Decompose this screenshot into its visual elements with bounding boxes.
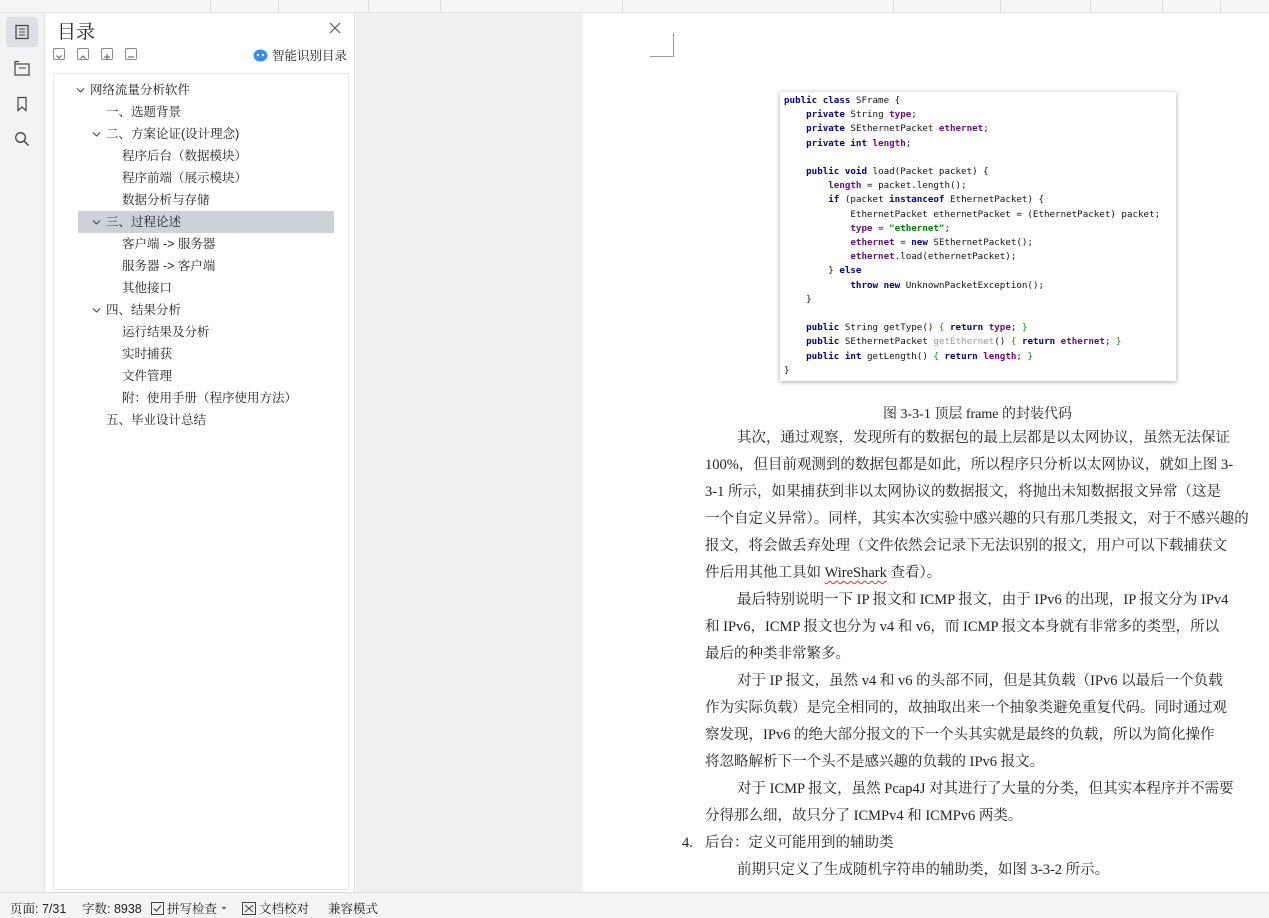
code-line: length = packet.length(); — [828, 180, 967, 192]
close-icon[interactable] — [328, 21, 342, 35]
list-number: 4. — [682, 835, 693, 851]
toc-item[interactable] — [78, 255, 334, 277]
smart-toc-icon — [253, 49, 268, 62]
compat-mode[interactable]: 兼容模式 — [328, 902, 379, 916]
expand-up-icon[interactable] — [77, 48, 89, 60]
toc-item[interactable] — [78, 233, 334, 255]
code-line: ethernet.load(ethernetPacket); — [850, 251, 1017, 263]
toc-item-label: 运行结果及分析 — [122, 325, 210, 339]
toc-item-label: 数据分析与存储 — [122, 193, 210, 207]
document-text-line — [705, 452, 1233, 479]
toc-item-label: 其他接口 — [122, 281, 173, 295]
proofread-button[interactable] — [242, 899, 309, 917]
navigation-pane-icon[interactable] — [6, 53, 38, 83]
chevron-down-icon[interactable] — [92, 130, 101, 139]
toc-item[interactable] — [78, 211, 334, 233]
code-line: } — [784, 293, 812, 305]
document-text-line — [705, 722, 1215, 749]
code-line: } else — [784, 265, 862, 277]
proofread-label: 文档校对 — [259, 902, 310, 916]
side-rail — [0, 13, 45, 892]
document-text-line — [705, 533, 1227, 560]
figure-caption: 图 3-3-1 顶层 frame 的封装代码 — [883, 407, 1072, 422]
toc-item-label: 三、过程论述 — [106, 215, 182, 229]
document-text-line — [737, 425, 1230, 452]
toc-item-label: 四、结果分析 — [106, 303, 182, 317]
toc-item-label: 实时捕获 — [122, 347, 173, 361]
code-line: type = "ethernet"; — [850, 222, 951, 234]
smart-toc-label: 智能识别目录 — [272, 49, 348, 63]
document-text-line — [737, 776, 1234, 803]
toc-item[interactable] — [78, 145, 334, 167]
toc-item[interactable] — [78, 321, 334, 343]
spellcheck-button[interactable] — [151, 899, 228, 917]
status-bar — [0, 892, 1269, 918]
text-line-content: 最后的种类非常繁多。 — [705, 646, 850, 662]
document-text-line — [737, 587, 1228, 614]
toc-item[interactable] — [78, 299, 334, 321]
code-line: public String getType() { return type; } — [806, 322, 1028, 334]
document-page[interactable] — [583, 13, 1269, 892]
page-gutter — [356, 13, 583, 892]
chevron-down-icon[interactable] — [92, 218, 101, 227]
code-line: private int length; — [806, 137, 912, 149]
toc-item[interactable] — [78, 167, 334, 189]
checkbox-icon — [151, 902, 164, 915]
document-text-line — [705, 749, 1044, 776]
collapse-all-icon[interactable] — [53, 48, 65, 60]
text-line-content: 和 IPv6，ICMP 报文也分为 v4 和 v6，而 ICMP 报文本身就有非常多的类型，所以 — [705, 619, 1220, 635]
toc-item[interactable] — [78, 409, 334, 431]
code-line: } — [784, 364, 790, 376]
search-icon[interactable] — [6, 124, 38, 154]
code-screenshot[interactable] — [780, 92, 1176, 381]
code-line: private SEthernetPacket ethernet; — [806, 123, 989, 135]
code-line: private String type; — [806, 109, 917, 121]
document-text-line — [705, 479, 1221, 506]
document-text-line — [737, 668, 1223, 695]
document-text-line — [705, 695, 1227, 722]
text-line-content: 对于 ICMP 报文，虽然 Pcap4J 对其进行了大量的分类，但其实本程序并不需要 — [737, 781, 1234, 797]
document-text-line — [705, 803, 1022, 830]
text-line-content: 100%，但目前观测到的数据包都是如此，所以程序只分析以太网协议，就如上图 3- — [705, 457, 1234, 473]
toc-item-label: 二、方案论证(设计理念) — [106, 127, 240, 141]
text-line-content: 一个自定义异常）。同样，其实本次实验中感兴趣的只有那几类报文，对于不感兴趣的 — [705, 511, 1249, 527]
toc-item[interactable] — [78, 387, 334, 409]
text-line-content: 报文，将会做丢弃处理（文件依然会记录下无法识别的报文，用户可以下载捕获文 — [705, 538, 1227, 554]
proofread-icon — [242, 902, 256, 915]
document-text-line — [705, 830, 894, 857]
text-line-tail: 查看）。 — [886, 565, 942, 581]
toc-icon[interactable] — [6, 17, 38, 47]
top-toolbar-strip — [0, 0, 1269, 13]
bookmark-icon[interactable] — [6, 89, 38, 119]
dropdown-arrow-icon — [220, 904, 228, 912]
toc-item-label: 程序后台（数据模块） — [122, 149, 248, 163]
toc-item-label: 附：使用手册（程序使用方法） — [122, 391, 298, 405]
code-line: ethernet = new SEthernetPacket(); — [850, 237, 1033, 248]
toc-item-label: 一、选题背景 — [106, 105, 182, 119]
toc-item[interactable] — [78, 123, 334, 145]
toc-item[interactable] — [78, 189, 334, 211]
misspelled-word[interactable]: WireShark — [824, 565, 887, 581]
document-text-line — [705, 560, 941, 587]
code-line: public class SFrame { — [784, 95, 901, 106]
smart-toc-button[interactable] — [253, 46, 347, 64]
document-text-line — [705, 506, 1249, 533]
remove-heading-icon[interactable] — [125, 48, 137, 60]
code-line: if (packet instanceof EthernetPacket) { — [828, 194, 1045, 206]
page-indicator[interactable]: 页面: 7/31 — [10, 902, 67, 916]
text-line-content: 件后用其他工具如 — [705, 565, 825, 581]
code-line: public void load(Packet packet) { — [806, 166, 989, 177]
text-line-content: 其次，通过观察，发现所有的数据包的最上层都是以太网协议，虽然无法保证 — [737, 430, 1230, 446]
word-count[interactable]: 字数: 8938 — [82, 902, 142, 916]
text-line-content: 最后特别说明一下 IP 报文和 ICMP 报文，由于 IPv6 的出现，IP 报文分为 IPv4 — [737, 592, 1229, 608]
toc-item-label: 文件管理 — [122, 369, 173, 383]
toc-item-label: 网络流量分析软件 — [90, 83, 191, 97]
text-line-content: 前期只定义了生成随机字符串的辅助类，如图 3-3-2 所示。 — [737, 862, 1110, 878]
document-text-line — [705, 614, 1219, 641]
text-line-content: 3-1 所示，如果捕获到非以太网协议的数据报文，将抛出未知数据报文异常（这是 — [705, 484, 1221, 500]
toc-item[interactable] — [78, 365, 334, 387]
text-line-content: 对于 IP 报文，虽然 v4 和 v6 的头部不同，但是其负载（IPv6 以最后一个负载 — [737, 673, 1223, 689]
text-line-content: 分得那么细，故只分了 ICMPv4 和 ICMPv6 两类。 — [705, 808, 1023, 824]
document-text-line — [737, 857, 1109, 884]
code-line: EthernetPacket ethernetPacket = (EthernetPacket) packet; — [784, 208, 1161, 220]
text-line-content: 察发现，IPv6 的绝大部分报文的下一个头其实就是最终的负载，所以为简化操作 — [705, 727, 1215, 743]
code-line: public SEthernetPacket getEthernet() { return ethernet; } — [806, 336, 1122, 348]
toc-item[interactable] — [78, 101, 334, 123]
text-line-content: 作为实际负载）是完全相同的，故抽取出来一个抽象类避免重复代码。同时通过观 — [705, 700, 1227, 716]
document-text-line — [705, 641, 850, 668]
text-line-content: 将忽略解析下一个头不是感兴趣的负载的 IPv6 报文。 — [705, 754, 1045, 770]
toc-item-label: 程序前端（展示模块） — [122, 171, 248, 185]
toc-item-label: 客户端 -> 服务器 — [122, 237, 216, 251]
toc-item[interactable] — [78, 277, 334, 299]
code-line: public int getLength() { return length; } — [806, 350, 1034, 362]
crop-mark — [650, 33, 674, 57]
text-line-content: 后台：定义可能用到的辅助类 — [705, 835, 894, 851]
add-heading-icon[interactable] — [101, 48, 113, 60]
toc-title: 目录 — [57, 21, 96, 43]
chevron-down-icon[interactable] — [92, 306, 101, 315]
toc-item-label: 服务器 -> 客户端 — [122, 259, 216, 273]
toc-panel — [45, 13, 355, 892]
toc-item[interactable] — [78, 343, 334, 365]
toc-item-label: 五、毕业设计总结 — [106, 413, 207, 427]
spellcheck-label: 拼写检查 — [167, 902, 218, 916]
code-line: throw new UnknownPacketException(); — [850, 279, 1045, 291]
toc-item[interactable] — [78, 79, 334, 101]
chevron-down-icon[interactable] — [76, 86, 85, 95]
